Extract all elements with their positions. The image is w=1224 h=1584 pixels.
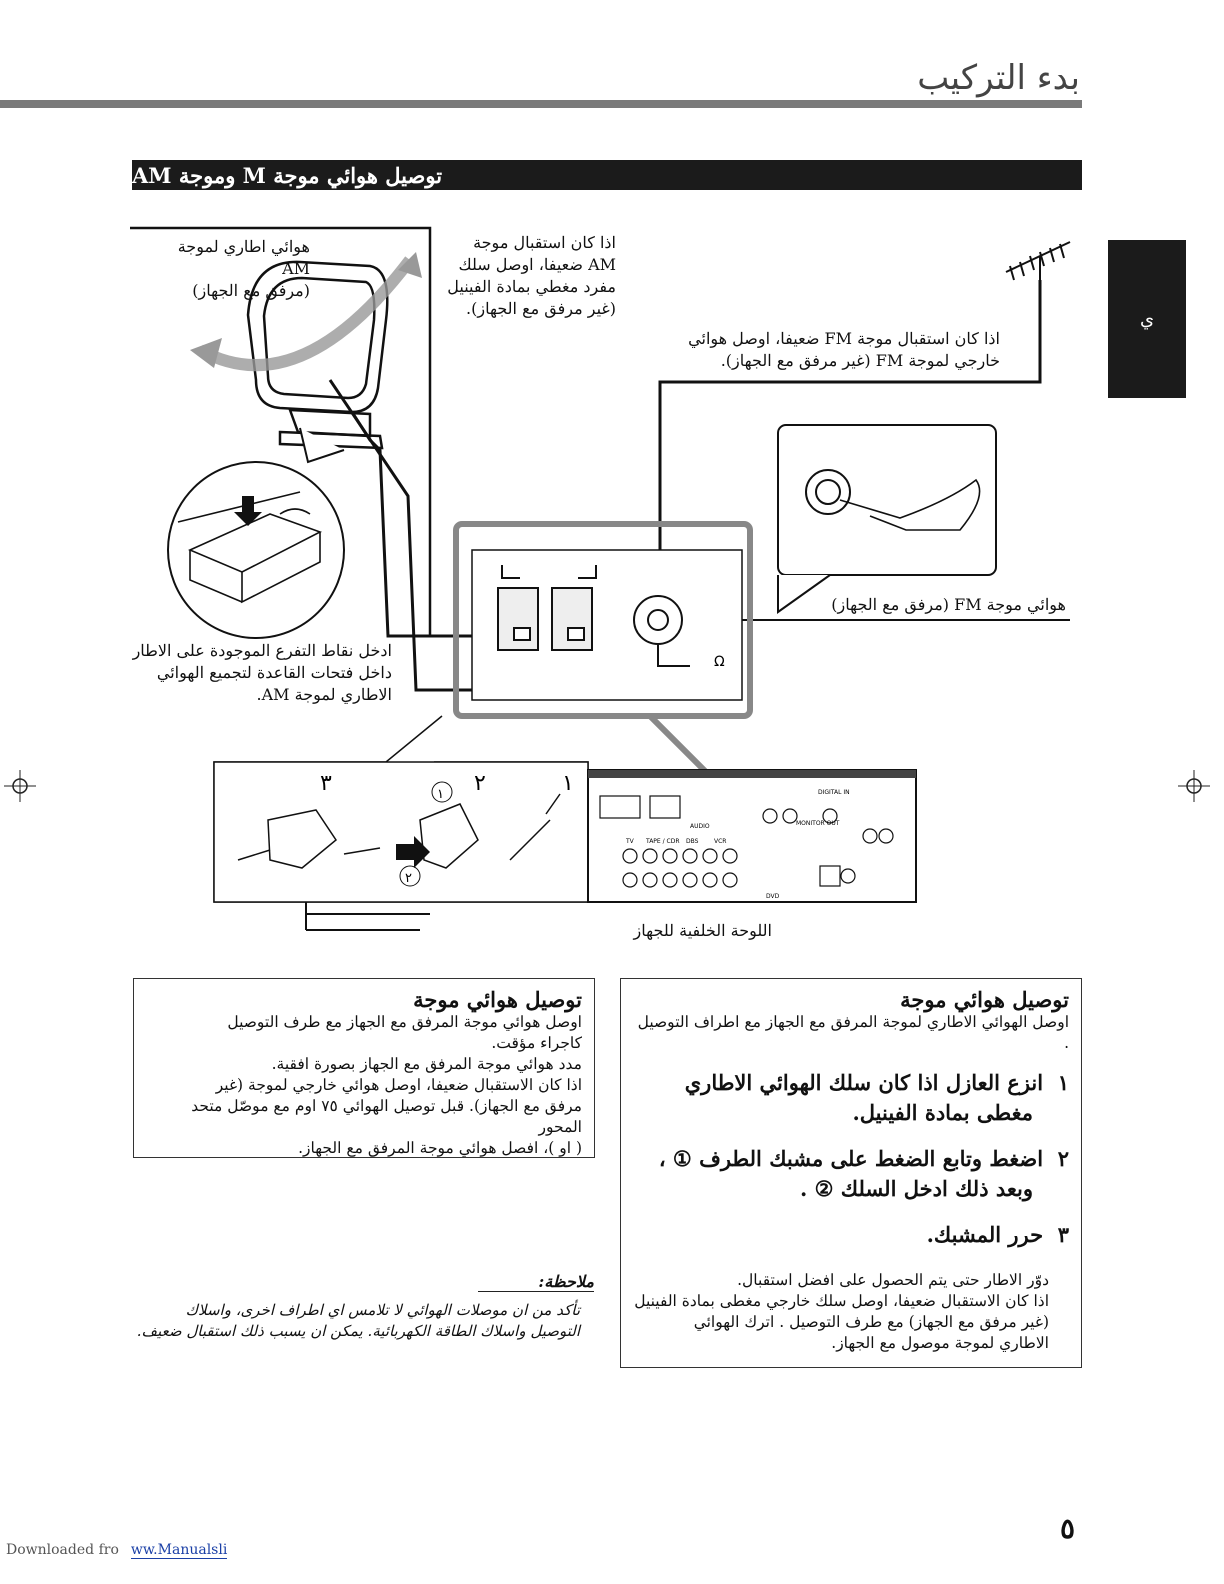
page-header-title: بدء التركيب (917, 58, 1080, 98)
step-number-2: ٢ (474, 771, 486, 796)
step-number-1: ١ (562, 771, 574, 796)
fm-connector-inset (778, 425, 996, 612)
footer (6, 1542, 227, 1558)
panel-label-tv: TV (626, 838, 634, 845)
note-label: ملاحظة: (478, 1272, 594, 1292)
panel-label-audio: AUDIO (690, 823, 710, 830)
language-side-tab[interactable] (1108, 240, 1186, 398)
caption-insert-tabs (120, 640, 392, 706)
caption-fm-supplied: هوائي موجة FM (مرفق مع الجهاز) (831, 595, 1066, 614)
tail-line: دوّر الاطار حتى يتم الحصول على افضل استقبال. (737, 1271, 1049, 1289)
circled-step-2: ٢ (405, 871, 412, 886)
am-box-tail (633, 1270, 1069, 1354)
step-number: ١ (1057, 1070, 1069, 1095)
panel-label-vcr: VCR (714, 838, 727, 845)
step-line: وبعد ذلك ادخل السلك ② . (800, 1176, 1033, 1201)
fm-outdoor-antenna-icon (1006, 242, 1070, 284)
caption-line: هوائي اطاري لموجة AM (177, 237, 310, 278)
crosshair-icon (0, 768, 40, 808)
fm-box-line: ( او )، افصل هوائي موجة المرفق مع الجهاز. (298, 1139, 582, 1157)
step-number-3: ٣ (320, 771, 332, 796)
fm-box-line: مرفق مع الجهاز). قبل توصيل الهوائي ٧٥ اوم مع موصّل متحد المحور (191, 1097, 582, 1136)
panel-label-monitor-out: MONITOR OUT (796, 820, 840, 827)
note-text: تأكد من ان موصلات الهوائي لا تلامس اي اطراف اخرى، واسلاك التوصيل واسلاك الطاقة الكهربائية. يمكن ان يسبب ذلك استقبال ضعيف. (136, 1301, 580, 1340)
tail-line: اذا كان الاستقبال ضعيفا، اوصل سلك خارجي مغطى بمادة الفينيل (634, 1292, 1049, 1310)
caption-line: مفرد مغطي بمادة الفينيل (447, 277, 616, 296)
fm-antenna-box (133, 978, 595, 1158)
caption-line: (غير مرفق مع الجهاز). (466, 299, 616, 318)
section-title-bar (132, 160, 1082, 190)
step-line (633, 1144, 1069, 1174)
am-box-intro: اوصل الهوائي الاطاري لموجة المرفق مع الجهاز مع اطراف التوصيل (637, 1013, 1069, 1031)
step-line: مغطى بمادة الفينيل. (852, 1100, 1033, 1125)
caption-line: AM ضعيفا، اوصل سلك (458, 255, 616, 274)
caption-line: داخل فتحات القاعدة لتجميع الهوائي (156, 663, 392, 682)
tail-line: الاطاري لموجة موصول مع الجهاز. (831, 1334, 1049, 1352)
step-line (633, 1068, 1069, 1098)
fm-box-line: اذا كان الاستقبال ضعيفا، اوصل هوائي خارجي لموجة (غير (215, 1076, 582, 1094)
ohm-symbol: Ω (714, 654, 725, 670)
panel-label-tape: TAPE / CDR (646, 838, 680, 845)
caption-am-weak (440, 232, 616, 320)
caption-am-loop (150, 236, 310, 302)
caption-rear-panel: اللوحة الخلفية للجهاز (633, 921, 772, 940)
panel-label-dbs: DBS (686, 838, 699, 845)
circled-step-1: ١ (437, 787, 444, 802)
am-antenna-box (620, 978, 1082, 1368)
am-step-2 (633, 1144, 1069, 1204)
am-box-title: توصيل هوائي موجة (900, 987, 1069, 1012)
panel-label-dvd: DVD (766, 893, 780, 900)
caption-fm-weak (660, 328, 1000, 372)
caption-line: اذا كان استقبال موجة FM ضعيفا، اوصل هوائي (688, 329, 1000, 348)
page-number: ٥ (1060, 1512, 1076, 1545)
footer-prefix: Downloaded fro (6, 1542, 119, 1558)
section-title: توصيل هوائي موجة M وموجة AM (132, 162, 443, 188)
am-wire-steps-inset (214, 762, 588, 902)
am-step-1 (633, 1068, 1069, 1128)
am-step-3 (633, 1220, 1069, 1250)
step-number: ٣ (1057, 1222, 1069, 1247)
fm-box-title: توصيل هوائي موجة (413, 987, 582, 1012)
tail-line: (غير مرفق مع الجهاز) مع طرف التوصيل . اترك الهوائي (693, 1313, 1049, 1331)
caption-line: (مرفق مع الجهاز) (192, 281, 310, 300)
caption-line: الاطاري لموجة AM. (256, 685, 392, 704)
step-text: انزع العازل اذا كان سلك الهوائي الاطاري (684, 1070, 1044, 1095)
step-number: ٢ (1057, 1146, 1069, 1171)
panel-label-digital-in: DIGITAL IN (818, 789, 850, 796)
step-text: حرر المشبك. (926, 1222, 1044, 1247)
header-rule (0, 100, 1082, 108)
step-text: اضغط وتابع الضغط على مشبك الطرف ① ، (658, 1146, 1044, 1171)
crosshair-icon (1176, 768, 1216, 808)
fm-box-line: كاجراء مؤقت. (491, 1034, 582, 1052)
side-tab-label: ي (1139, 308, 1155, 330)
fm-box-line: مدد هوائي موجة المرفق مع الجهاز بصورة افقية. (271, 1055, 582, 1073)
caption-line: ادخل نقاط التفرع الموجودة على الاطار (132, 641, 392, 660)
step-line (633, 1220, 1069, 1250)
am-box-intro: . (1064, 1034, 1069, 1052)
footer-link[interactable]: ww.Manualsli (130, 1542, 228, 1558)
caption-line: اذا كان استقبال موجة (473, 233, 616, 252)
fm-box-line: اوصل هوائي موجة المرفق مع الجهاز مع طرف التوصيل (227, 1013, 582, 1031)
caption-line: خارجي لموجة FM (غير مرفق مع الجهاز). (720, 351, 1000, 370)
